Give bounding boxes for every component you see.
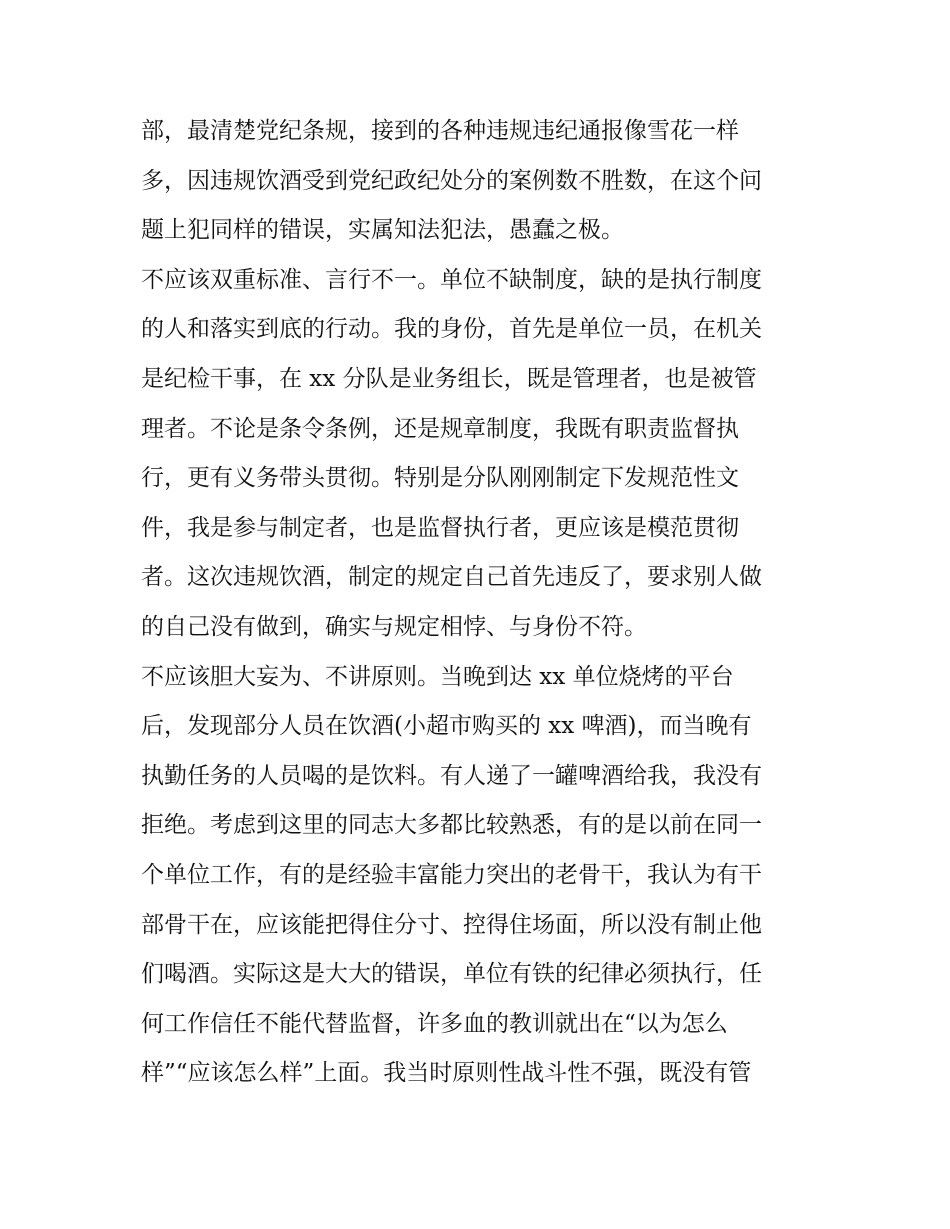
text-line: 不应该胆大妄为、不讲原则。当晚到达 xx 单位烧烤的平台 [141,663,734,690]
text-line: 部，最清楚党纪条规，接到的各种违规违纪通报像雪花一样 [141,118,739,144]
text-line: 者。这次违规饮酒，制定的规定自己首先违反了，要求别人做 [141,564,762,591]
text-line: 执勤任务的人员喝的是饮料。有人递了一罐啤酒给我，我没有 [141,762,762,789]
text-line: 是纪检干事，在 xx 分队是业务组长，既是管理者，也是被管 [141,365,757,392]
text-line: 样”“应该怎么样”上面。我当时原则性战斗性不强，既没有管 [141,1060,752,1087]
text-line: 何工作信任不能代替监督，许多血的教训就出在“以为怎么 [141,1010,728,1037]
text-line: 行，更有义务带头贯彻。特别是分队刚刚制定下发规范性文 [141,465,739,492]
text-line: 不应该双重标准、言行不一。单位不缺制度，缺的是执行制度 [141,266,762,293]
text-line: 部骨干在，应该能把得住分寸、控得住场面，所以没有制止他 [141,911,762,938]
body-text [141,107,831,1099]
text-line: 多，因违规饮酒受到党纪政纪处分的案例数不胜数，在这个问 [141,167,762,194]
text-line: 理者。不论是条令条例，还是规章制度，我既有职责监督执 [141,415,739,442]
text-line: 个单位工作，有的是经验丰富能力突出的老骨干，我认为有干 [141,861,762,888]
text-line: 的人和落实到底的行动。我的身份，首先是单位一员，在机关 [141,316,762,343]
text-line: 件，我是参与制定者，也是监督执行者，更应该是模范贯彻 [141,514,739,541]
text-line: 题上犯同样的错误，实属知法犯法，愚蠢之极。 [141,217,624,244]
text-line: 后，发现部分人员在饮酒(小超市购买的 xx 啤酒)，而当晚有 [141,713,752,740]
text-line: 们喝酒。实际这是大大的错误，单位有铁的纪律必须执行，任 [141,961,762,988]
text-line: 的自己没有做到，确实与规定相悖、与身份不符。 [141,613,647,640]
text-line: 拒绝。考虑到这里的同志大多都比较熟悉，有的是以前在同一 [141,812,762,839]
